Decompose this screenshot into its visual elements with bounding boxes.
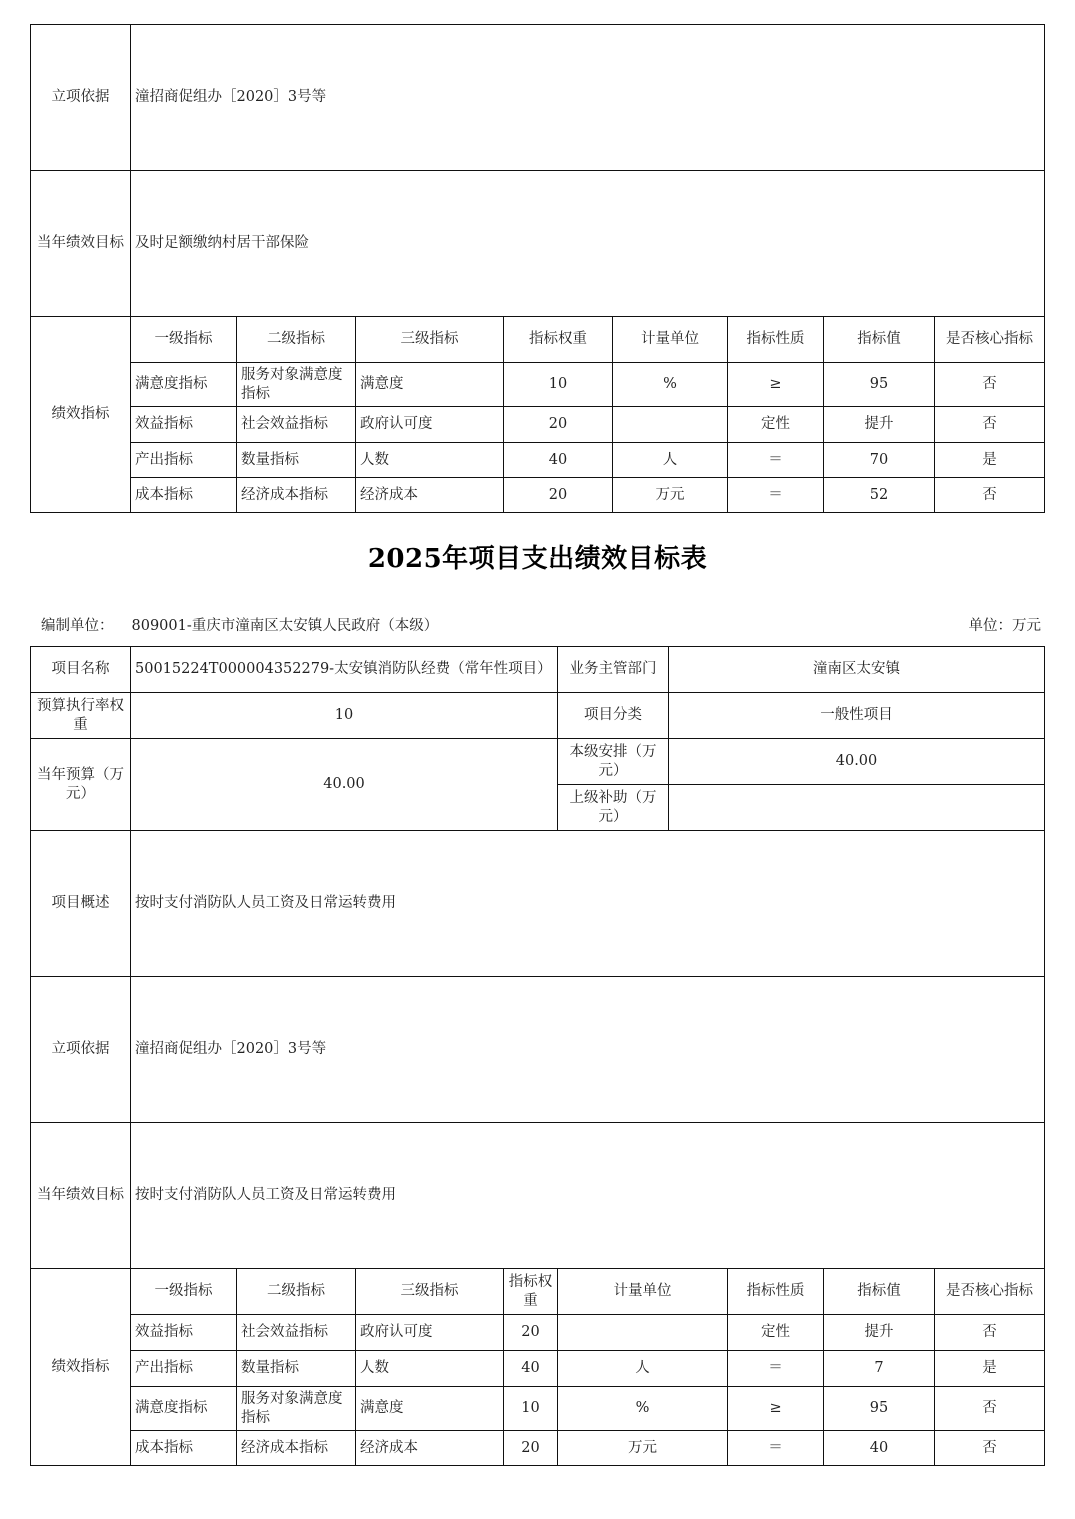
value-cell: 7 <box>824 1351 935 1387</box>
level2-cell: 社会效益指标 <box>237 1315 356 1351</box>
level1-cell: 成本指标 <box>131 478 237 513</box>
level2-cell: 经济成本指标 <box>237 478 356 513</box>
level3-cell: 经济成本 <box>356 478 504 513</box>
goal-label: 当年绩效目标 <box>31 1123 131 1269</box>
dept-label: 业务主管部门 <box>558 647 669 693</box>
project-performance-table <box>30 646 1045 1466</box>
category-value: 一般性项目 <box>669 693 1045 739</box>
header-cell: 指标值 <box>824 317 935 363</box>
local-label: 本级安排（万元） <box>558 739 669 785</box>
nature-cell: ＝ <box>728 478 824 513</box>
unit-cell: % <box>558 1387 728 1431</box>
indicators-label: 绩效指标 <box>31 317 131 513</box>
goal-row <box>31 1123 1045 1269</box>
level1-cell: 效益指标 <box>131 407 237 443</box>
unit-cell <box>558 1315 728 1351</box>
indicator-row <box>31 363 1045 407</box>
level3-cell: 政府认可度 <box>356 407 504 443</box>
level3-cell: 政府认可度 <box>356 1315 504 1351</box>
header-cell: 计量单位 <box>558 1269 728 1315</box>
basis-label: 立项依据 <box>31 25 131 171</box>
nature-cell: 定性 <box>728 407 824 443</box>
core-cell: 否 <box>935 478 1045 513</box>
nature-cell: ＝ <box>728 1351 824 1387</box>
core-cell: 是 <box>935 443 1045 478</box>
weight-cell: 40 <box>504 1351 558 1387</box>
value-cell: 提升 <box>824 407 935 443</box>
project-name-label: 项目名称 <box>31 647 131 693</box>
header-cell: 是否核心指标 <box>935 1269 1045 1315</box>
value-cell: 提升 <box>824 1315 935 1351</box>
header-cell: 二级指标 <box>237 1269 356 1315</box>
indicator-header-row <box>31 317 1045 363</box>
nature-cell: 定性 <box>728 1315 824 1351</box>
nature-cell: ＝ <box>728 1431 824 1466</box>
project-name-row <box>31 647 1045 693</box>
indicator-row <box>31 1387 1045 1431</box>
core-cell: 否 <box>935 407 1045 443</box>
goal-row <box>31 171 1045 317</box>
header-cell: 一级指标 <box>131 1269 237 1315</box>
weight-cell: 20 <box>504 478 613 513</box>
indicator-row <box>31 407 1045 443</box>
currency-unit: 单位：万元 <box>968 618 1041 634</box>
indicators-label: 绩效指标 <box>31 1269 131 1466</box>
value-cell: 52 <box>824 478 935 513</box>
unit-cell <box>613 407 728 443</box>
level3-cell: 经济成本 <box>356 1431 504 1466</box>
level1-cell: 产出指标 <box>131 443 237 478</box>
indicator-row <box>31 1315 1045 1351</box>
level3-cell: 人数 <box>356 1351 504 1387</box>
basis-row <box>31 977 1045 1123</box>
header-cell: 一级指标 <box>131 317 237 363</box>
level1-cell: 成本指标 <box>131 1431 237 1466</box>
indicator-row <box>31 478 1045 513</box>
header-cell: 二级指标 <box>237 317 356 363</box>
core-cell: 否 <box>935 363 1045 407</box>
level1-cell: 效益指标 <box>131 1315 237 1351</box>
value-cell: 40 <box>824 1431 935 1466</box>
level2-cell: 社会效益指标 <box>237 407 356 443</box>
header-cell: 指标值 <box>824 1269 935 1315</box>
level2-cell: 服务对象满意度指标 <box>237 1387 356 1431</box>
header-cell: 是否核心指标 <box>935 317 1045 363</box>
subsidy-value <box>669 785 1045 831</box>
top-performance-table <box>30 24 1045 513</box>
compiling-unit <box>41 614 438 635</box>
exec-weight-value: 10 <box>131 693 558 739</box>
weight-cell: 10 <box>504 363 613 407</box>
basis-row <box>31 25 1045 171</box>
value-cell: 95 <box>824 1387 935 1431</box>
header-cell: 指标性质 <box>728 1269 824 1315</box>
local-value: 40.00 <box>669 739 1045 785</box>
header-cell: 计量单位 <box>613 317 728 363</box>
overview-row <box>31 831 1045 977</box>
value-cell: 95 <box>824 363 935 407</box>
weight-cell: 20 <box>504 407 613 443</box>
indicator-row <box>31 1431 1045 1466</box>
goal-label: 当年绩效目标 <box>31 171 131 317</box>
compiling-unit-label: 编制单位： <box>41 618 114 634</box>
weight-cell: 20 <box>504 1431 558 1466</box>
form-title: 2025年项目支出绩效目标表 <box>367 544 708 574</box>
budget-value: 40.00 <box>131 739 558 831</box>
header-cell: 指标权重 <box>504 317 613 363</box>
core-cell: 否 <box>935 1431 1045 1466</box>
unit-cell: 万元 <box>558 1431 728 1466</box>
subsidy-label: 上级补助（万元） <box>558 785 669 831</box>
level2-cell: 服务对象满意度指标 <box>237 363 356 407</box>
indicator-header-row <box>31 1269 1045 1315</box>
header-cell: 三级指标 <box>356 1269 504 1315</box>
indicator-row <box>31 1351 1045 1387</box>
header-cell: 三级指标 <box>356 317 504 363</box>
basis-value: 潼招商促组办［2020］3号等 <box>131 977 1045 1123</box>
goal-value: 及时足额缴纳村居干部保险 <box>131 171 1045 317</box>
value-cell: 70 <box>824 443 935 478</box>
header-cell: 指标权重 <box>504 1269 558 1315</box>
header-cell: 指标性质 <box>728 317 824 363</box>
level3-cell: 满意度 <box>356 363 504 407</box>
overview-label: 项目概述 <box>31 831 131 977</box>
dept-value: 潼南区太安镇 <box>669 647 1045 693</box>
weight-cell: 40 <box>504 443 613 478</box>
unit-cell: % <box>613 363 728 407</box>
level1-cell: 满意度指标 <box>131 1387 237 1431</box>
exec-weight-row <box>31 693 1045 739</box>
budget-label: 当年预算（万元） <box>31 739 131 831</box>
weight-cell: 10 <box>504 1387 558 1431</box>
overview-value: 按时支付消防队人员工资及日常运转费用 <box>131 831 1045 977</box>
goal-value: 按时支付消防队人员工资及日常运转费用 <box>131 1123 1045 1269</box>
level1-cell: 满意度指标 <box>131 363 237 407</box>
nature-cell: ≥ <box>728 363 824 407</box>
unit-cell: 人 <box>613 443 728 478</box>
category-label: 项目分类 <box>558 693 669 739</box>
level2-cell: 数量指标 <box>237 443 356 478</box>
weight-cell: 20 <box>504 1315 558 1351</box>
basis-value: 潼招商促组办［2020］3号等 <box>131 25 1045 171</box>
project-name-value: 50015224T000004352279-太安镇消防队经费（常年性项目） <box>131 647 558 693</box>
indicator-row <box>31 443 1045 478</box>
nature-cell: ≥ <box>728 1387 824 1431</box>
core-cell: 否 <box>935 1387 1045 1431</box>
level3-cell: 人数 <box>356 443 504 478</box>
unit-cell: 万元 <box>613 478 728 513</box>
budget-row <box>31 739 1045 785</box>
core-cell: 是 <box>935 1351 1045 1387</box>
core-cell: 否 <box>935 1315 1045 1351</box>
level1-cell: 产出指标 <box>131 1351 237 1387</box>
level3-cell: 满意度 <box>356 1387 504 1431</box>
basis-label: 立项依据 <box>31 977 131 1123</box>
level2-cell: 经济成本指标 <box>237 1431 356 1466</box>
level2-cell: 数量指标 <box>237 1351 356 1387</box>
nature-cell: ＝ <box>728 443 824 478</box>
unit-cell: 人 <box>558 1351 728 1387</box>
exec-weight-label: 预算执行率权重 <box>31 693 131 739</box>
compiling-unit-value: 809001-重庆市潼南区太安镇人民政府（本级） <box>131 618 439 634</box>
